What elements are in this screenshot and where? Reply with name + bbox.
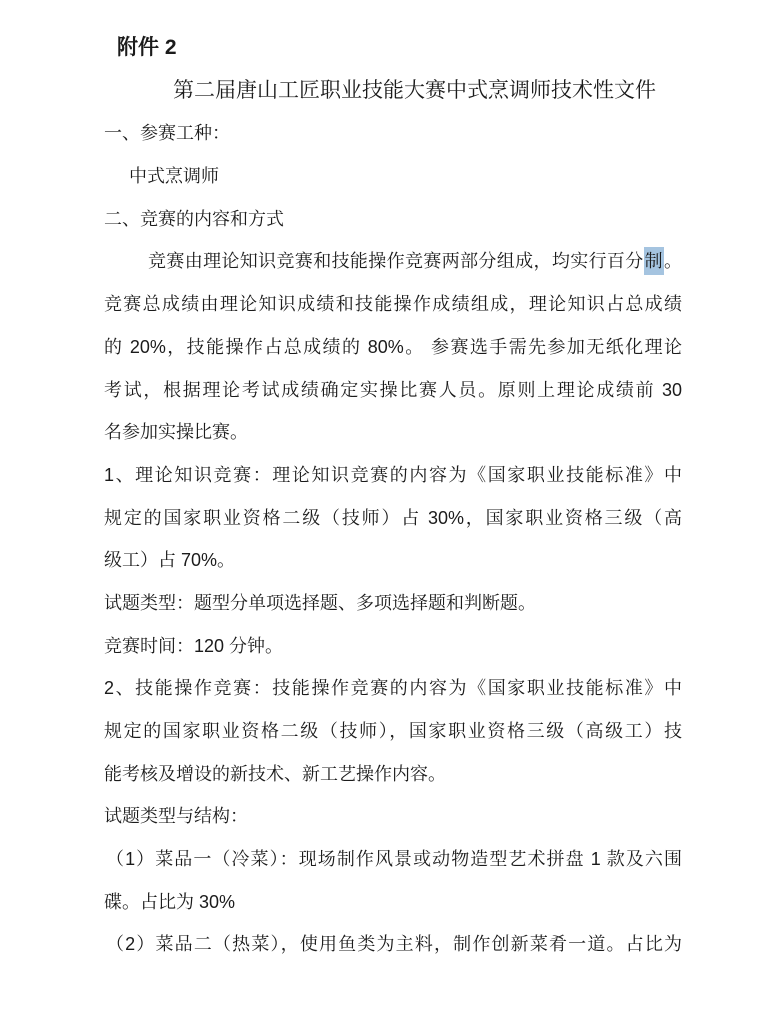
text-selection-highlight: 制 (644, 247, 664, 275)
competition-time-line: 竞赛时间：120 分钟。 (104, 635, 284, 656)
section-2-heading: 二、竞赛的内容和方式 (104, 208, 284, 229)
list-item-2-line: 2、技能操作竞赛：技能操作竞赛的内容为《国家职业技能标准》中 (104, 678, 682, 699)
paragraph-line: 考试，根据理论考试成绩确定实操比赛人员。原则上理论成绩前 30 (104, 379, 682, 400)
paragraph-line: 名参加实操比赛。 (104, 422, 248, 443)
section-1-heading: 一、参赛工种： (104, 123, 230, 144)
document-title: 第二届唐山工匠职业技能大赛中式烹调师技术性文件 (173, 78, 656, 102)
dish-1-line: 碟。占比为 30% (104, 891, 236, 912)
list-item-2-line: 规定的国家职业资格二级（技师），国家职业资格三级（高级工）技 (104, 721, 682, 741)
document-text-block (104, 27, 682, 966)
paragraph-line: 的 20%，技能操作占总成绩的 80%。 参赛选手需先参加无纸化理论 (104, 336, 682, 357)
list-item-1-line: 1、理论知识竞赛：理论知识竞赛的内容为《国家职业技能标准》中 (104, 464, 682, 485)
paragraph-line (104, 240, 682, 283)
structure-heading-line: 试题类型与结构： (104, 806, 248, 827)
question-types-line: 试题类型：题型分单项选择题、多项选择题和判断题。 (104, 592, 536, 613)
paragraph-line: 竞赛总成绩由理论知识成绩和技能操作成绩组成，理论知识占总成绩 (104, 294, 682, 315)
paragraph-text: 竞赛由理论知识竞赛和技能操作竞赛两部分组成，均实行百分 (148, 251, 644, 272)
section-1-body: 中式烹调师 (129, 166, 219, 187)
list-item-1-line: 级工）占 70%。 (104, 550, 236, 571)
dish-2-line: （2）菜品二（热菜），使用鱼类为主料，制作创新菜肴一道。占比为 (106, 934, 682, 955)
list-item-1-line: 规定的国家职业资格二级（技师）占 30%，国家职业资格三级（高 (104, 507, 682, 528)
paragraph-text: 。 (664, 251, 682, 272)
dish-1-line: （1）菜品一（冷菜）：现场制作风景或动物造型艺术拼盘 1 款及六围 (106, 849, 682, 870)
list-item-2-line: 能考核及增设的新技术、新工艺操作内容。 (104, 763, 446, 784)
attachment-label: 附件 2 (117, 36, 177, 59)
